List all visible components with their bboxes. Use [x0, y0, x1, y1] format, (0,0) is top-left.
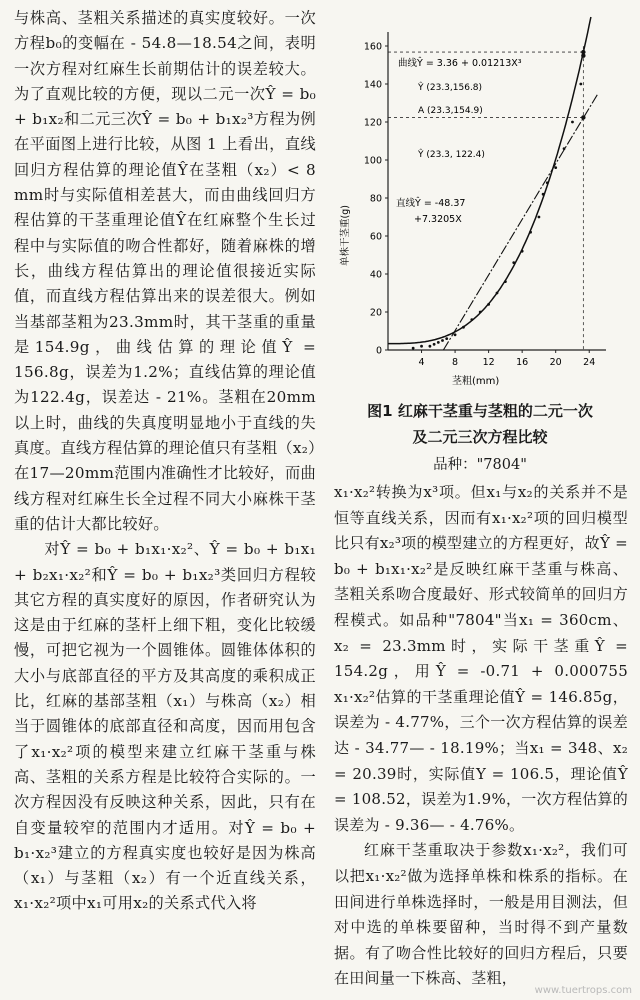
data-point: [512, 261, 515, 264]
data-point: [579, 83, 582, 86]
data-point: [538, 216, 541, 219]
data-point: [542, 193, 545, 196]
figure-block: [334, 6, 626, 401]
y-axis-label: 单株干茎重(g): [340, 205, 351, 266]
scatter-chart: [334, 6, 626, 401]
watermark: www.tuertrops.com: [534, 985, 632, 996]
data-point: [420, 345, 423, 348]
caption-line-1: 图1 红麻干茎重与茎粗的二元一次: [367, 402, 593, 420]
line-equation-label-2: +7.3205X: [414, 214, 462, 225]
data-point: [496, 292, 499, 295]
data-point: [433, 343, 436, 346]
figure-caption: [334, 398, 626, 450]
left-paragraph-1: 与株高、茎粗关系描述的真实度较好。一次方程b₀的变幅在 - 54.8—18.54之间，表明一次方程对红麻生长前期估计的误差较大。为了直观比较的方便，现以二元一次Ŷ = b₀ + b₁x₂和二元三次Ŷ = b₀ + b₁x₂³方程为例在平面图上进行比较，从图 1 上看出，直线回归方程估算的理论值Ŷ在茎粗（x₂）< 8 mm时与实际值相差甚大，而由曲线回归方程估算的干茎重理论值Ŷ在红麻整个生长过程中与实际值的吻合性都好，随着麻株的增长，曲线方程估算出的理论值很接近实际值，而直线方程估算出来的误差很大。例如当基部茎粗为23.3mm时，其干茎重的重量是154.9g，曲线估算的理论值Ŷ = 156.8g，误差为1.2%；直线估算的理论值为122.4g，误差达 - 21%。茎粗在20mm以上时，曲线的失真度明显地小于直线的失真度。直线方程估算的理论值只有茎粗（x₂）在17—20mm范围内准确性才比较好，而曲线方程对红麻生长全过程不同大小麻株干茎重的估计大都比较好。: [14, 9, 316, 533]
left-column: [14, 6, 316, 917]
figure-1: [334, 6, 626, 401]
data-point: [445, 337, 448, 340]
right-paragraph-2: 红麻干茎重取决于参数x₁·x₂²，我们可以把x₁·x₂²做为选择单株和株系的指标。在田间进行单株选择时，一般是用目测法，但对中选的单株要留种，当时得不到产量数据。有了吻合性比较好的回归方程后，只要在田间量一下株高、茎粗，: [334, 841, 628, 988]
data-point: [429, 345, 432, 348]
x-tick-label: 16: [516, 357, 529, 368]
data-point: [479, 311, 482, 314]
data-point: [521, 250, 524, 253]
y-tick-label: 160: [363, 41, 382, 53]
y-tick-label: 60: [369, 231, 382, 243]
data-point: [571, 121, 574, 124]
x-tick-label: 20: [549, 357, 562, 368]
right-column: [334, 480, 628, 992]
right-paragraph-1: x₁·x₂²转换为x³项。但x₁与x₂的关系并不是恒等直线关系，因而有x₁·x₂²项的回归模型比只有x₂³项的模型建立的方程更好，故Ŷ = b₀ + b₁x₁·x₂²是反映红麻干茎重与株高、茎粗关系吻合度最好、形式较简单的回归方程模式。如品种"7804"当x₁ = 360cm、x₂ = 23.3mm时，实际干茎重Ŷ = 154.2g，用Ŷ = -0.71 + 0.000755 x₁·x₂²估算的干茎重理论值Ŷ = 146.85g，误差为 - 4.77%，三个一次方程估算的误差达 - 34.77— - 18.19%；当x₁ = 348、x₂ = 20.39时，实际值Y = 106.5，理论值Ŷ = 108.52，误差为1.9%，一次方程估算的误差为 - 9.36— - 4.76%。: [334, 483, 628, 834]
x-tick-label: 24: [583, 357, 596, 368]
data-point: [504, 280, 507, 283]
data-point: [563, 147, 566, 150]
y-tick-label: 100: [363, 155, 382, 167]
data-point: [554, 166, 557, 169]
caption-line-2: 及二元三次方程比较: [412, 428, 548, 446]
data-point: [462, 326, 465, 329]
x-tick-label: 8: [452, 357, 459, 368]
x-tick-label: 12: [482, 357, 495, 368]
x-tick-label: 4: [418, 357, 425, 368]
data-point: [546, 181, 549, 184]
y-tick-label: 40: [369, 269, 382, 281]
data-point: [437, 341, 440, 344]
marked-point: [581, 53, 585, 57]
curve-point-label: Ŷ (23.3,156.8): [418, 83, 483, 93]
data-point: [412, 347, 415, 350]
data-point: [441, 339, 444, 342]
y-tick-label: 80: [369, 193, 382, 205]
y-tick-label: 0: [375, 345, 382, 357]
y-tick-label: 140: [363, 79, 382, 91]
marked-point: [581, 115, 585, 119]
x-axis-label: 茎粗(mm): [452, 376, 500, 387]
variety-label: 品种："7804": [433, 457, 527, 473]
data-point: [470, 318, 473, 321]
y-tick-label: 120: [363, 117, 382, 129]
linear-regression-line: [443, 94, 597, 350]
line-point-label: Ŷ (23.3, 122.4): [418, 150, 485, 160]
data-point: [487, 303, 490, 306]
y-tick-label: 20: [369, 307, 382, 319]
left-paragraph-2: 对Ŷ = b₀ + b₁x₁·x₂²、Ŷ = b₀ + b₁x₁ + b₂x₁·x₂²和Ŷ = b₀ + b₁x₂³类回归方程较其它方程的真实度好的原因，作者研究认为这是由于红麻的茎杆上细下粗，变化比较缓慢，可把它视为一个圆锥体。圆锥体体积的大小与底部直径的平方及其高度的乘积成正比，红麻的基部茎粗（x₁）与株高（x₂）相当于圆锥体的底部直径和高度，因而用包含了x₁·x₂²项的模型来建立红麻干茎重与株高、茎粗的关系方程是比较符合实际的。一次方程因没有反映这种关系，因此，只有在自变量较窄的范围内才适用。对Ŷ = b₀ + b₁·x₂³建立的方程真实度也较好是因为株高（x₁）与茎粗（x₂）有一个近直线关系，x₁·x₂²项中x₁可用x₂的关系式代入将: [14, 540, 316, 913]
data-point: [454, 333, 457, 336]
line-equation-label-1: 直线Ŷ = -48.37: [396, 198, 466, 209]
data-point: [529, 231, 532, 234]
curve-equation-label: 曲线Ŷ = 3.36 + 0.01213X³: [398, 58, 522, 69]
actual-point-label: A (23.3,154.9): [418, 106, 483, 116]
